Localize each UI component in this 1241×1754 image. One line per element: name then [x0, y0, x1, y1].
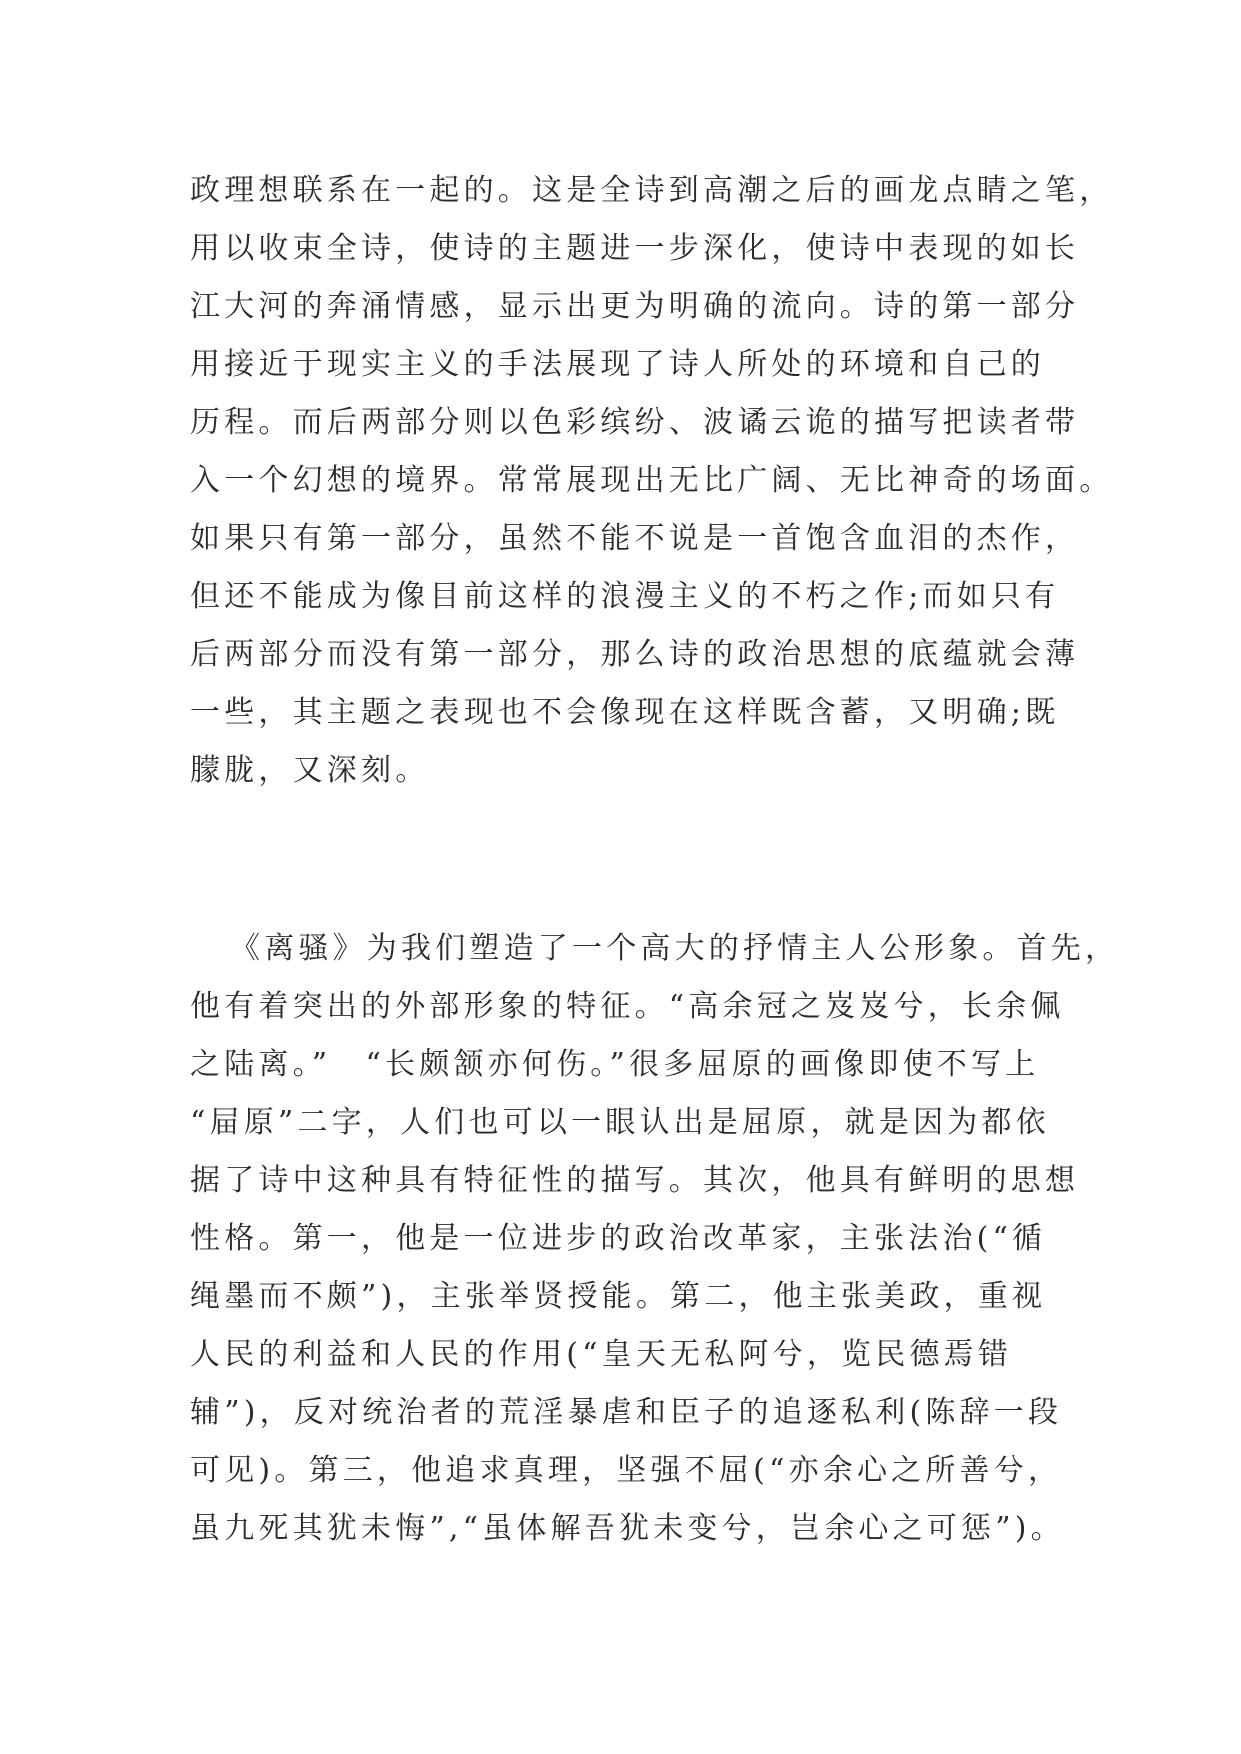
paragraph-1-line-2: 用以收束全诗，使诗的主题进一步深化，使诗中表现的如长	[190, 231, 1080, 266]
paragraph-2-line-8: 人民的利益和人民的作用(“皇天无私阿兮，览民德焉错	[190, 1337, 1013, 1372]
paragraph-1-line-6: 入一个幻想的境界。常常展现出无比广阔、无比神奇的场面。	[190, 463, 1114, 498]
paragraph-2-line-2: 他有着突出的外部形象的特征。“高余冠之岌岌兮，长余佩	[190, 989, 1065, 1024]
paragraph-1-line-10: 一些，其主题之表现也不会像现在这样既含蓄，又明确;既	[190, 695, 1060, 730]
paragraph-2-line-1: 《离骚》为我们塑造了一个高大的抒情主人公形象。首先，	[230, 931, 1120, 966]
paragraph-2-line-3: 之陆离。” “长颇颔亦何伤。”很多屈原的画像即使不写上	[190, 1047, 1040, 1082]
paragraph-1-line-7: 如果只有第一部分，虽然不能不说是一首饱含血泪的杰作，	[190, 521, 1080, 556]
paragraph-1	[190, 162, 1114, 800]
paragraph-2-line-6: 性格。第一，他是一位进步的政治改革家，主张法治(“循	[190, 1221, 1047, 1256]
paragraph-2-line-11: 虽九死其犹未悔”,“虽体解吾犹未变兮，岂余心之可惩”)。	[190, 1511, 1065, 1546]
paragraph-2-line-4: “屇原”二字，人们也可以一眼认出是屈原，就是因为都依	[190, 1105, 1050, 1140]
paragraph-2-line-9: 辅”)，反对统治者的荒淫暴虐和臣子的追逐私利(陈辞一段	[190, 1395, 1063, 1430]
paragraph-1-line-4: 用接近于现实主义的手法展现了诗人所处的环境和自己的	[190, 347, 1045, 382]
paragraph-1-line-9: 后两部分而没有第一部分，那么诗的政治思想的底蕴就会薄	[190, 637, 1080, 672]
paragraph-1-line-8: 但还不能成为像目前这样的浪漫主义的不朽之作;而如只有	[190, 579, 1060, 614]
paragraph-2-line-10: 可见)。第三，他追求真理，坚强不屈(“亦余心之所善兮，	[190, 1453, 1063, 1488]
paragraph-2-line-5: 据了诗中这种具有特征性的描写。其次，他具有鲜明的思想	[190, 1163, 1080, 1198]
paragraph-1-line-5: 历程。而后两部分则以色彩缤纷、波谲云诡的描写把读者带	[190, 405, 1080, 440]
paragraph-2-line-7: 绳墨而不颇”)，主张举贤授能。第二，他主张美政，重视	[190, 1279, 1047, 1314]
paragraph-2	[190, 920, 1120, 1558]
paragraph-1-line-3: 江大河的奔涌情感，显示出更为明确的流向。诗的第一部分	[190, 289, 1080, 324]
paragraph-1-line-1: 政理想联系在一起的。这是全诗到高潮之后的画龙点睛之笔，	[190, 173, 1114, 208]
paragraph-1-line-11: 朦胧，又深刻。	[190, 753, 430, 788]
